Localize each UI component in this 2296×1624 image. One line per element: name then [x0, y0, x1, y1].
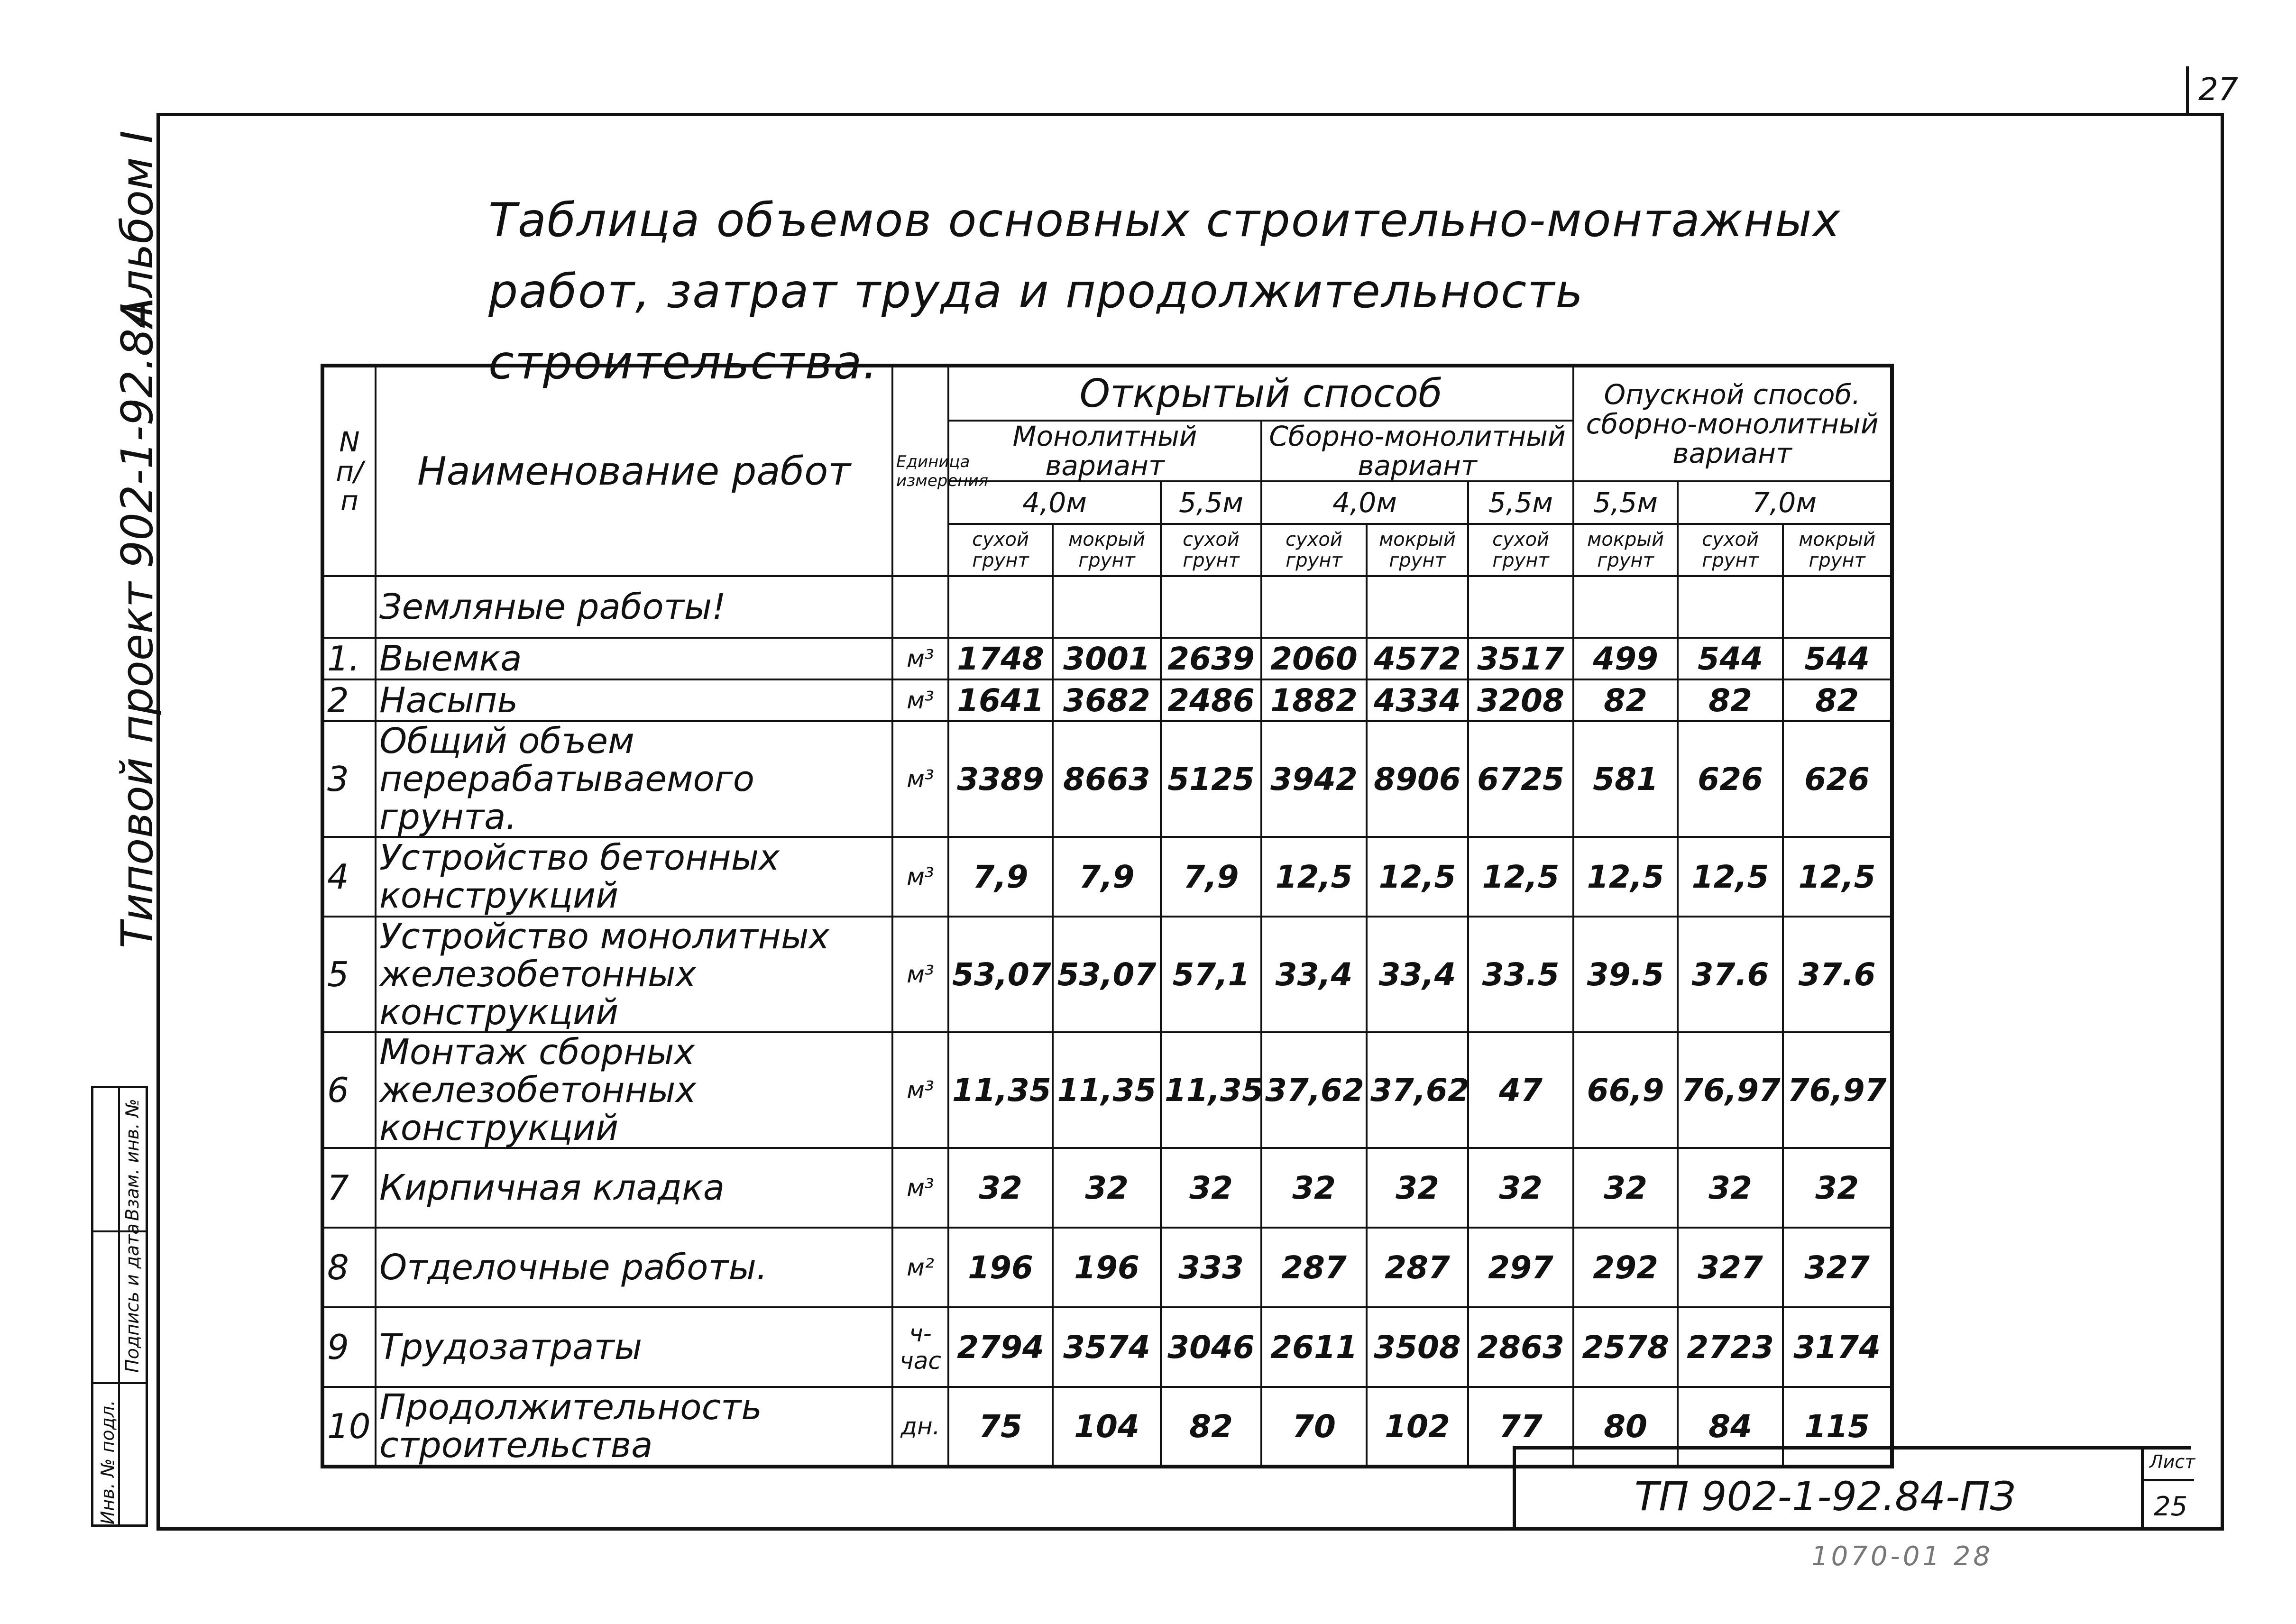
- row-value: 8663: [1053, 721, 1161, 837]
- row-value: 3001: [1053, 638, 1161, 679]
- row-value: 287: [1367, 1228, 1468, 1307]
- row-value: 1748: [948, 638, 1053, 679]
- title-block: [1513, 1446, 2195, 1527]
- header-soil: сухой грунт: [1468, 524, 1573, 576]
- row-value: 2863: [1468, 1307, 1573, 1387]
- row-value: 32: [1367, 1148, 1468, 1228]
- corner-number: 27: [2198, 71, 2238, 108]
- sheet-number: 25: [2154, 1491, 2188, 1522]
- section-empty-cell: [1367, 576, 1468, 638]
- section-empty-cell: [1783, 576, 1892, 638]
- header-depth: 4,0м: [948, 481, 1161, 524]
- row-value: 11,35: [1161, 1032, 1261, 1148]
- section-empty-cell: [1573, 576, 1678, 638]
- row-value: 287: [1261, 1228, 1367, 1307]
- table-row: [322, 917, 1892, 1032]
- row-number: 9: [322, 1307, 376, 1387]
- section-empty-cell: [1261, 576, 1367, 638]
- row-value: 327: [1678, 1228, 1783, 1307]
- row-unit: м³: [892, 917, 948, 1032]
- row-value: 4572: [1367, 638, 1468, 679]
- table-body: [322, 576, 1892, 1467]
- header-num: N п/п: [322, 366, 376, 576]
- header-soil: сухой грунт: [948, 524, 1053, 576]
- row-value: 33.5: [1468, 917, 1573, 1032]
- header-soil: мокрый грунт: [1367, 524, 1468, 576]
- header-depth: 5,5м: [1468, 481, 1573, 524]
- row-value: 37,62: [1261, 1032, 1367, 1148]
- row-value: 3682: [1053, 679, 1161, 721]
- header-monolithic: Монолитный вариант: [948, 421, 1261, 481]
- row-name: Отделочные работы.: [376, 1228, 892, 1307]
- row-value: 39.5: [1573, 917, 1678, 1032]
- row-unit: м³: [892, 1032, 948, 1148]
- header-depth: 4,0м: [1261, 481, 1468, 524]
- row-number: 3: [322, 721, 376, 837]
- section-empty-cell: [1678, 576, 1783, 638]
- row-value: 53,07: [1053, 917, 1161, 1032]
- header-name: Наименование работ: [376, 366, 892, 576]
- row-unit: м³: [892, 679, 948, 721]
- row-value: 626: [1678, 721, 1783, 837]
- title-block-divider: [2141, 1450, 2144, 1527]
- stamp-label-inv: Инв. № подл.: [97, 1400, 118, 1524]
- header-depth: 5,5м: [1161, 481, 1261, 524]
- row-value: 32: [1783, 1148, 1892, 1228]
- header-soil: мокрый грунт: [1573, 524, 1678, 576]
- row-value: 102: [1367, 1387, 1468, 1467]
- table-row: [322, 1148, 1892, 1228]
- header-soil: сухой грунт: [1261, 524, 1367, 576]
- row-number: 1.: [322, 638, 376, 679]
- row-unit: дн.: [892, 1387, 948, 1467]
- row-number: 10: [322, 1387, 376, 1467]
- title-block-divider: [2141, 1479, 2194, 1481]
- row-value: 12,5: [1678, 837, 1783, 917]
- row-name: Кирпичная кладка: [376, 1148, 892, 1228]
- row-unit: м²: [892, 1228, 948, 1307]
- row-value: 7,9: [1053, 837, 1161, 917]
- row-value: 53,07: [948, 917, 1053, 1032]
- header-open-method: Открытый способ: [948, 366, 1573, 421]
- row-number: 7: [322, 1148, 376, 1228]
- stamp-vline: [118, 1088, 120, 1524]
- row-value: 82: [1783, 679, 1892, 721]
- row-value: 33,4: [1367, 917, 1468, 1032]
- row-value: 7,9: [1161, 837, 1261, 917]
- header-depth: 7,0м: [1678, 481, 1892, 524]
- header-soil: сухой грунт: [1161, 524, 1261, 576]
- title-line-1: Таблица объемов основных строительно-монтажных: [488, 193, 1841, 248]
- row-name: Устройство бетонных конструкций: [376, 837, 892, 917]
- row-unit: м³: [892, 721, 948, 837]
- row-value: 11,35: [948, 1032, 1053, 1148]
- row-value: 37.6: [1783, 917, 1892, 1032]
- row-value: 2794: [948, 1307, 1053, 1387]
- row-value: 11,35: [1053, 1032, 1161, 1148]
- row-number: 6: [322, 1032, 376, 1148]
- row-value: 3508: [1367, 1307, 1468, 1387]
- row-value: 33,4: [1261, 917, 1367, 1032]
- row-value: 37.6: [1678, 917, 1783, 1032]
- section-row: [322, 576, 1892, 638]
- row-value: 581: [1573, 721, 1678, 837]
- section-empty-cell: [1053, 576, 1161, 638]
- row-value: 8906: [1367, 721, 1468, 837]
- row-name: Выемка: [376, 638, 892, 679]
- row-unit: м³: [892, 837, 948, 917]
- section-num-cell: [322, 576, 376, 638]
- row-value: 7,9: [948, 837, 1053, 917]
- stamp-strip: [91, 1086, 148, 1527]
- row-value: 5125: [1161, 721, 1261, 837]
- row-value: 104: [1053, 1387, 1161, 1467]
- side-project-label: Типовой проект 902-1-92.84: [112, 301, 163, 948]
- section-empty-cell: [1161, 576, 1261, 638]
- row-value: 544: [1678, 638, 1783, 679]
- row-value: 32: [1161, 1148, 1261, 1228]
- row-value: 333: [1161, 1228, 1261, 1307]
- table-row: [322, 1228, 1892, 1307]
- document-code: ТП 902-1-92.84-ПЗ: [1635, 1473, 2016, 1520]
- row-value: 32: [1053, 1148, 1161, 1228]
- header-depth: 5,5м: [1573, 481, 1678, 524]
- table-row: [322, 679, 1892, 721]
- row-value: 32: [1468, 1148, 1573, 1228]
- row-value: 32: [1678, 1148, 1783, 1228]
- row-value: 2060: [1261, 638, 1367, 679]
- row-value: 499: [1573, 638, 1678, 679]
- row-value: 3942: [1261, 721, 1367, 837]
- corner-divider: [2186, 66, 2189, 113]
- row-number: 8: [322, 1228, 376, 1307]
- row-number: 2: [322, 679, 376, 721]
- title-line-2: работ, затрат труда и продолжительность строительства.: [488, 265, 1584, 390]
- table-row: [322, 1307, 1892, 1387]
- row-value: 84: [1678, 1387, 1783, 1467]
- row-value: 115: [1783, 1387, 1892, 1467]
- row-value: 57,1: [1161, 917, 1261, 1032]
- section-title: Земляные работы!: [376, 576, 892, 638]
- header-caisson: Опускной способ. сборно-монолитный вариант: [1573, 366, 1892, 481]
- section-empty-cell: [1468, 576, 1573, 638]
- row-name: Трудозатраты: [376, 1307, 892, 1387]
- volumes-table: [321, 364, 1894, 1468]
- row-value: 76,97: [1783, 1032, 1892, 1148]
- header-soil: мокрый грунт: [1053, 524, 1161, 576]
- row-value: 1641: [948, 679, 1053, 721]
- row-value: 82: [1161, 1387, 1261, 1467]
- row-value: 32: [1261, 1148, 1367, 1228]
- bottom-archive-code: 1070-01 28: [1811, 1541, 1993, 1572]
- row-value: 66,9: [1573, 1032, 1678, 1148]
- row-value: 82: [1573, 679, 1678, 721]
- row-unit: ч-час: [892, 1307, 948, 1387]
- header-soil: мокрый грунт: [1783, 524, 1892, 576]
- row-value: 12,5: [1468, 837, 1573, 917]
- header-precast: Сборно-монолитный вариант: [1261, 421, 1573, 481]
- row-name: Устройство монолитных железобетонных конструкций: [376, 917, 892, 1032]
- row-value: 3174: [1783, 1307, 1892, 1387]
- row-value: 32: [948, 1148, 1053, 1228]
- row-value: 82: [1678, 679, 1783, 721]
- row-value: 196: [1053, 1228, 1161, 1307]
- row-number: 4: [322, 837, 376, 917]
- row-value: 1882: [1261, 679, 1367, 721]
- section-unit-cell: [892, 576, 948, 638]
- row-value: 3208: [1468, 679, 1573, 721]
- stamp-label-sign: Подпись и дата: [122, 1223, 143, 1373]
- row-value: 80: [1573, 1387, 1678, 1467]
- row-value: 77: [1468, 1387, 1573, 1467]
- stamp-label-replace: Взам. инв. №: [122, 1098, 143, 1221]
- row-value: 3389: [948, 721, 1053, 837]
- row-value: 76,97: [1678, 1032, 1783, 1148]
- section-empty-cell: [948, 576, 1053, 638]
- row-value: 3046: [1161, 1307, 1261, 1387]
- row-value: 32: [1573, 1148, 1678, 1228]
- row-name: Общий объем перерабатываемого грунта.: [376, 721, 892, 837]
- row-value: 297: [1468, 1228, 1573, 1307]
- stamp-divider: [93, 1382, 146, 1384]
- row-value: 2578: [1573, 1307, 1678, 1387]
- row-value: 70: [1261, 1387, 1367, 1467]
- row-value: 3574: [1053, 1307, 1161, 1387]
- row-value: 196: [948, 1228, 1053, 1307]
- row-value: 2611: [1261, 1307, 1367, 1387]
- table-row: [322, 837, 1892, 917]
- row-value: 75: [948, 1387, 1053, 1467]
- row-value: 47: [1468, 1032, 1573, 1148]
- sheet-label: Лист: [2149, 1451, 2195, 1472]
- row-value: 12,5: [1367, 837, 1468, 917]
- row-name: Продолжительность строительства: [376, 1387, 892, 1467]
- row-value: 626: [1783, 721, 1892, 837]
- header-unit: Единица измерения: [892, 366, 948, 576]
- header-soil: сухой грунт: [1678, 524, 1783, 576]
- row-value: 4334: [1367, 679, 1468, 721]
- row-value: 3517: [1468, 638, 1573, 679]
- row-value: 2486: [1161, 679, 1261, 721]
- row-value: 2723: [1678, 1307, 1783, 1387]
- table-row: [322, 1032, 1892, 1148]
- row-value: 2639: [1161, 638, 1261, 679]
- row-value: 12,5: [1783, 837, 1892, 917]
- row-value: 12,5: [1573, 837, 1678, 917]
- header-row-1: [322, 366, 1892, 421]
- row-unit: м³: [892, 638, 948, 679]
- row-value: 6725: [1468, 721, 1573, 837]
- row-value: 292: [1573, 1228, 1678, 1307]
- row-value: 544: [1783, 638, 1892, 679]
- row-value: 37,62: [1367, 1032, 1468, 1148]
- row-name: Монтаж сборных железобетонных конструкций: [376, 1032, 892, 1148]
- row-unit: м³: [892, 1148, 948, 1228]
- table-row: [322, 721, 1892, 837]
- row-name: Насыпь: [376, 679, 892, 721]
- table-row: [322, 638, 1892, 679]
- side-album-label: Альбом I: [112, 130, 163, 327]
- row-value: 327: [1783, 1228, 1892, 1307]
- row-value: 12,5: [1261, 837, 1367, 917]
- row-number: 5: [322, 917, 376, 1032]
